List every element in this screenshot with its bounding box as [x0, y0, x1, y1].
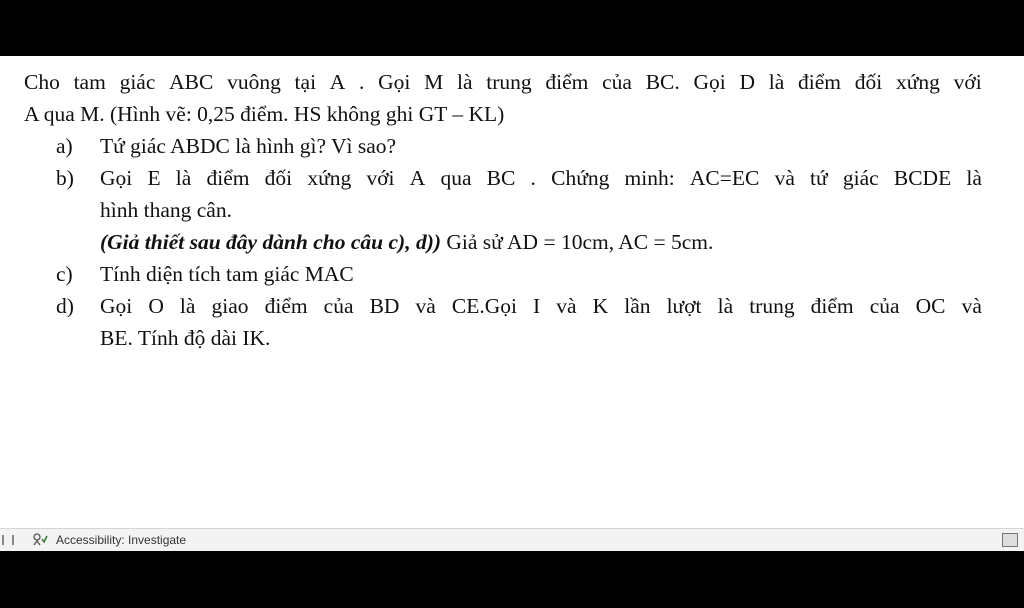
item-d — [24, 290, 982, 322]
word: Gọi — [100, 166, 133, 190]
word: với — [366, 166, 395, 190]
word: trung — [749, 294, 795, 318]
word: giác — [842, 166, 879, 190]
item-c-text: Tính diện tích tam giác MAC — [100, 262, 354, 286]
word: Chứng — [551, 166, 610, 190]
word: trung — [486, 70, 532, 94]
word: E — [147, 166, 161, 190]
word: D — [739, 70, 756, 94]
word: của — [323, 294, 354, 318]
word: lần — [624, 294, 651, 318]
word: của — [602, 70, 632, 94]
word: . — [359, 70, 365, 94]
word: BC. — [645, 70, 680, 94]
word: đối — [854, 70, 883, 94]
word: Cho — [24, 70, 60, 94]
word: CE.Gọi — [451, 294, 517, 318]
accessibility-status[interactable]: Accessibility: Investigate — [56, 533, 187, 547]
item-a-label: a) — [56, 134, 73, 158]
word: Gọi — [378, 70, 411, 94]
word: và — [774, 166, 795, 190]
assumption-note-values: Giả sử AD = 10cm, AC = 5cm. — [446, 230, 714, 254]
word: BCDE — [893, 166, 952, 190]
word: là — [768, 70, 785, 94]
word: với — [953, 70, 982, 94]
word: giao — [211, 294, 249, 318]
top-black-bar — [0, 0, 1024, 56]
status-bar — [0, 528, 1024, 551]
word: xứng — [307, 166, 352, 190]
word: Gọi — [100, 294, 133, 318]
word: và — [415, 294, 436, 318]
intro-line-1 — [24, 66, 982, 98]
word: ABC — [169, 70, 214, 94]
word: và — [556, 294, 577, 318]
word: K — [592, 294, 609, 318]
item-b-line-1 — [100, 162, 982, 194]
word: AC=EC — [689, 166, 760, 190]
item-c — [24, 258, 982, 290]
item-c-label: c) — [56, 262, 73, 286]
word: A — [329, 70, 346, 94]
item-d-line-2: BE. Tính độ dài IK. — [100, 326, 271, 350]
word: qua — [440, 166, 472, 190]
page-grip-icon — [2, 535, 14, 545]
word: tứ — [810, 166, 828, 190]
document-page[interactable] — [0, 56, 1024, 528]
word: I — [533, 294, 541, 318]
word: điểm — [798, 70, 842, 94]
word: OC — [915, 294, 946, 318]
bottom-black-bar — [0, 551, 1024, 608]
item-d-line-1 — [100, 290, 982, 322]
word: vuông — [227, 70, 281, 94]
word: tại — [294, 70, 317, 94]
word: xứng — [895, 70, 940, 94]
word: BC — [486, 166, 516, 190]
view-mode-icon[interactable] — [1002, 533, 1018, 547]
word: O — [148, 294, 164, 318]
problem-text — [24, 66, 982, 354]
word: điểm — [810, 294, 854, 318]
item-a-text: Tứ giác ABDC là hình gì? Vì sao? — [100, 134, 397, 158]
word: tam — [73, 70, 106, 94]
assumption-note-bold: (Giả thiết sau đây dành cho câu c), d)) — [100, 230, 442, 254]
word: Gọi — [693, 70, 726, 94]
word: là — [966, 166, 982, 190]
word: đối — [264, 166, 293, 190]
word: là — [717, 294, 734, 318]
word: . — [530, 166, 536, 190]
word: điểm — [545, 70, 589, 94]
word: M — [424, 70, 444, 94]
word: BD — [369, 294, 400, 318]
item-b-label: b) — [56, 166, 74, 190]
word: minh: — [624, 166, 675, 190]
word: điểm — [206, 166, 250, 190]
item-b-line-2: hình thang cân. — [100, 198, 232, 222]
intro-line-2: A qua M. (Hình vẽ: 0,25 điểm. HS không ghi GT – KL) — [24, 102, 505, 126]
word: là — [457, 70, 473, 94]
word: điểm — [264, 294, 308, 318]
word: A — [409, 166, 426, 190]
assumption-note — [24, 226, 982, 258]
word: là — [175, 166, 192, 190]
item-a — [24, 130, 982, 162]
word: giác — [119, 70, 156, 94]
word: là — [179, 294, 196, 318]
word: lượt — [666, 294, 702, 318]
item-b — [24, 162, 982, 194]
word: của — [869, 294, 900, 318]
accessibility-icon[interactable] — [32, 533, 48, 547]
item-d-label: d) — [56, 294, 74, 318]
word: và — [961, 294, 982, 318]
